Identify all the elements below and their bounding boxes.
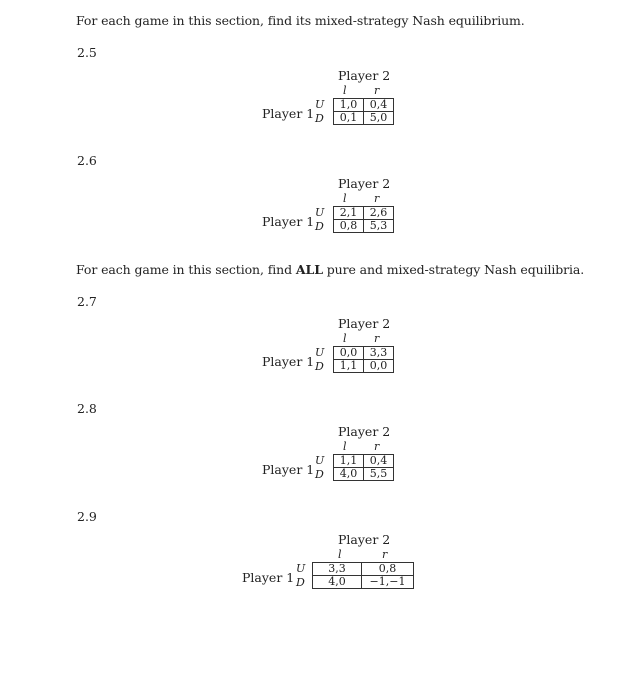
payoff-cell-u-r: 0,4 [364, 99, 394, 112]
col-strategy-r: r [374, 440, 380, 453]
payoff-matrix [333, 346, 394, 373]
player-1-label: Player 1 [242, 570, 295, 585]
intro-text: For each game in this section, find [76, 262, 296, 277]
player-2-label: Player 2 [338, 68, 391, 83]
payoff-cell-u-r: 0,8 [362, 563, 414, 576]
col-strategy-r: r [374, 84, 380, 97]
intro-emphasis: ALL [295, 262, 323, 277]
col-strategy-l: l [343, 84, 347, 97]
payoff-matrix [333, 206, 394, 233]
payoff-cell-u-l: 0,0 [334, 347, 364, 360]
col-strategy-l: l [338, 548, 342, 561]
payoff-cell-u-l: 1,1 [334, 455, 364, 468]
player-2-label: Player 2 [338, 316, 391, 331]
player-1-label: Player 1 [262, 354, 315, 369]
intro-text: pure and mixed-strategy Nash equilibria. [322, 262, 585, 277]
section-instructions-all [76, 262, 584, 277]
payoff-cell-d-r: 0,0 [364, 360, 394, 373]
payoff-cell-d-r: 5,5 [364, 468, 394, 481]
row-strategy-u: U [315, 346, 325, 359]
payoff-cell-d-l: 0,1 [334, 112, 364, 125]
payoff-cell-d-l: 0,8 [334, 220, 364, 233]
player-2-label: Player 2 [338, 532, 391, 547]
col-strategy-r: r [374, 332, 380, 345]
row-strategy-d: D [296, 576, 305, 589]
col-strategy-l: l [343, 440, 347, 453]
col-strategy-r: r [382, 548, 388, 561]
exercise-number: 2.6 [77, 153, 97, 168]
payoff-cell-u-l: 3,3 [313, 563, 362, 576]
row-strategy-d: D [315, 220, 324, 233]
col-strategy-l: l [343, 332, 347, 345]
exercise-number: 2.5 [77, 45, 97, 60]
player-1-label: Player 1 [262, 214, 315, 229]
exercise-number: 2.7 [77, 294, 97, 309]
payoff-matrix [333, 454, 394, 481]
exercise-number: 2.9 [77, 509, 97, 524]
payoff-cell-u-r: 2,6 [364, 207, 394, 220]
payoff-cell-d-r: 5,3 [364, 220, 394, 233]
payoff-matrix [312, 562, 414, 589]
payoff-cell-u-l: 2,1 [334, 207, 364, 220]
row-strategy-u: U [315, 206, 325, 219]
payoff-cell-d-r: 5,0 [364, 112, 394, 125]
payoff-cell-u-r: 3,3 [364, 347, 394, 360]
payoff-cell-d-l: 4,0 [313, 576, 362, 589]
player-2-label: Player 2 [338, 176, 391, 191]
payoff-cell-u-r: 0,4 [364, 455, 394, 468]
payoff-cell-d-l: 1,1 [334, 360, 364, 373]
payoff-matrix [333, 98, 394, 125]
player-1-label: Player 1 [262, 106, 315, 121]
row-strategy-d: D [315, 468, 324, 481]
col-strategy-l: l [343, 192, 347, 205]
row-strategy-u: U [296, 562, 306, 575]
section-instructions-mixed: For each game in this section, find its mixed-strategy Nash equilibrium. [76, 13, 525, 28]
payoff-cell-d-r: −1,−1 [362, 576, 414, 589]
row-strategy-u: U [315, 454, 325, 467]
payoff-cell-u-l: 1,0 [334, 99, 364, 112]
exercise-number: 2.8 [77, 401, 97, 416]
col-strategy-r: r [374, 192, 380, 205]
row-strategy-d: D [315, 360, 324, 373]
player-1-label: Player 1 [262, 462, 315, 477]
payoff-cell-d-l: 4,0 [334, 468, 364, 481]
player-2-label: Player 2 [338, 424, 391, 439]
row-strategy-u: U [315, 98, 325, 111]
row-strategy-d: D [315, 112, 324, 125]
